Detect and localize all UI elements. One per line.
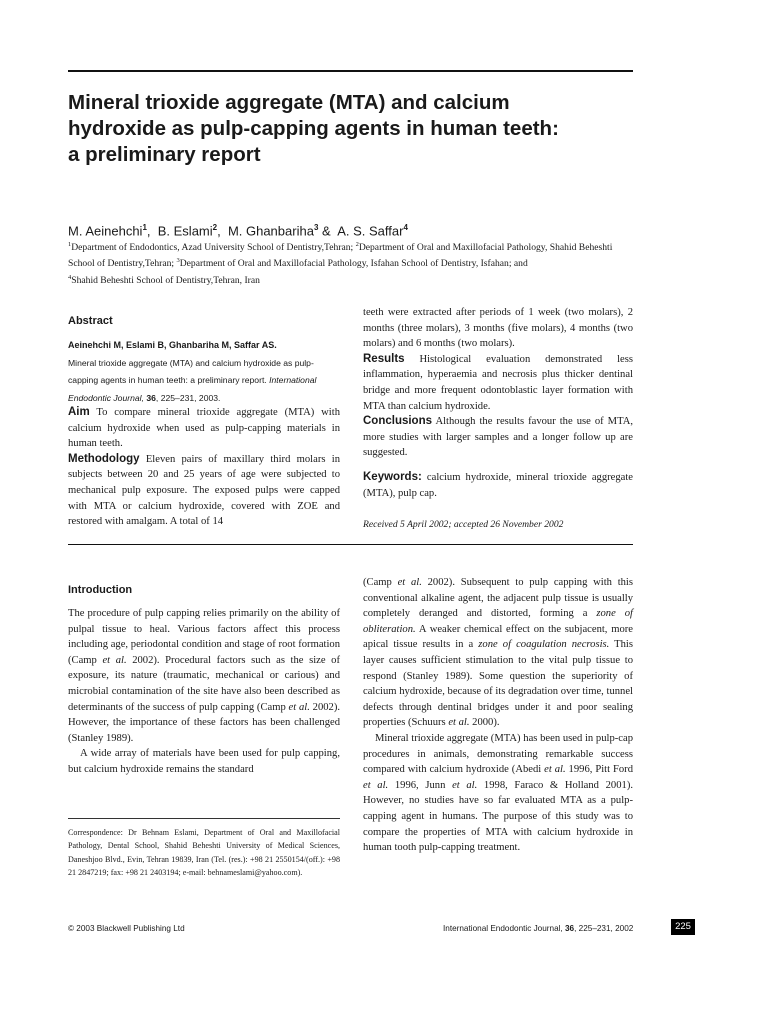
- footer-pages: , 225–231, 2002: [574, 924, 634, 933]
- term-zone-obliteration: zone of obliteration.: [363, 608, 633, 635]
- affil-text: Shahid Beheshti School of Dentistry,Tehran, Iran: [71, 274, 260, 286]
- affil-text: Department of Endodontics, Azad University School of Dentistry,Tehran;: [71, 242, 356, 254]
- page-number: 225: [671, 919, 695, 935]
- text-run: 2002). Procedural factors such as the size of exposure, its nature (traumatic, mechanical or carious) and microbial contamination of the site have also been described as determinants of the success of pulp capping (Camp: [68, 654, 340, 713]
- citation-volume: 36: [146, 392, 156, 403]
- author-name: A. S. Saffar: [337, 223, 404, 239]
- results-paragraph: [363, 352, 633, 414]
- affiliations: [68, 238, 633, 287]
- aim-label: Aim: [68, 406, 90, 418]
- citation-etal: et al.: [448, 717, 470, 729]
- title-line-2: hydroxide as pulp-capping agents in human teeth:: [68, 117, 559, 140]
- citation-etal: et al.: [102, 654, 127, 666]
- correspondence-note: Correspondence: Dr Behnam Eslami, Department of Oral and Maxillofacial Pathology, Dental School, Shahid Beheshti University of Medical Sciences, Daneshjoo Blvd., Evin, Tehran 19839, Iran (Tel. (res.): +98 21 2550154/(off.): +98 21 2847219; fax: +98 21 2403194; e-mail: behnameslami@yahoo.com).: [68, 828, 340, 878]
- text-run: (Camp: [363, 577, 398, 588]
- text-run: 2000).: [469, 717, 500, 729]
- author-name: B. Eslami: [157, 223, 213, 239]
- keywords-paragraph: [363, 470, 633, 501]
- intro-paragraph-4: [363, 731, 633, 856]
- text-run: 1996, Pitt Ford: [565, 764, 633, 776]
- abstract-left-body: [68, 405, 340, 530]
- text-run: The procedure of pulp capping relies primarily on the ability of pulpal tissue to heal. Various factors affect this process including age, periodontal condition and stage of root formation (Camp: [68, 608, 340, 666]
- received-dates: Received 5 April 2002; accepted 26 November 2002: [363, 519, 564, 530]
- methodology-label: Methodology: [68, 452, 140, 465]
- intro-paragraph-2: A wide array of materials have been used for pulp capping, but calcium hydroxide remains the standard: [68, 748, 340, 775]
- intro-paragraph-3: [363, 575, 633, 731]
- abstract-citation: [68, 337, 340, 407]
- methodology-paragraph: [68, 452, 340, 530]
- text-run: 1998, Faraco & Holland 2001). However, no studies have so far evaluated MTA as a pulp-capping agent in humans. The purpose of this study was to compare the properties of MTA with calcium hydroxide in human tooth pulp-capping treatment.: [363, 779, 633, 854]
- affil-text: Department of Oral and Maxillofacial Pathology, Shahid Beheshti School of Dentistry,Tehran;: [68, 242, 613, 270]
- introduction-heading: Introduction: [68, 584, 133, 596]
- text-run: This layer causes sufficient stimulation to the vital pulp tissue to respond (Stanley 1989). Some question the superiority of calcium hydroxide, because of its degradation over time, tunnel defects through dentinal bridges under it and poor sealing properties (Schuurs: [363, 639, 633, 729]
- abstract-right-body: [363, 305, 633, 501]
- results-label: Results: [363, 352, 405, 365]
- text-run: 2002). However, the importance of these factors has been challenged (Stanley 1989).: [68, 701, 341, 744]
- keywords-text: calcium hydroxide, mineral trioxide aggregate (MTA), pulp cap.: [363, 471, 633, 499]
- affil-text: Department of Oral and Maxillofacial Pathology, Isfahan School of Dentistry, Isfahan; and: [179, 258, 528, 270]
- citation-etal: et al.: [397, 577, 422, 588]
- author-marker: 2: [212, 223, 218, 232]
- text-run: 1996, Junn: [388, 779, 453, 791]
- top-rule: [68, 70, 633, 72]
- footnote-rule: [68, 818, 340, 819]
- intro-right-column: [363, 575, 633, 856]
- citation-title: Mineral trioxide aggregate (MTA) and calcium hydroxide as pulp-capping agents in human teeth: a preliminary report.: [68, 357, 314, 385]
- affil-marker: 2: [355, 241, 359, 248]
- term-zone-necrosis: zone of coagulation necrosis.: [478, 639, 610, 651]
- article-title: [68, 90, 608, 168]
- author-marker: 4: [403, 223, 408, 232]
- copyright-notice: © 2003 Blackwell Publishing Ltd: [68, 924, 185, 933]
- author-list: M. Aeinehchi$^1$, B. Eslami$^2$, M. Ghanbariha$^3$ & A. S. Saffar$^4$: [68, 223, 408, 239]
- title-line-1: Mineral trioxide aggregate (MTA) and calcium: [68, 91, 510, 114]
- text-run: Mineral trioxide aggregate (MTA) has been used in pulp-cap procedures in animals, demonstrating remarkable success compared with calcium hydroxide (Abedi: [363, 732, 633, 776]
- affil-marker: 4: [68, 273, 72, 281]
- abstract-heading: Abstract: [68, 315, 113, 327]
- intro-paragraph-1: [68, 606, 340, 746]
- journal-footer: [443, 924, 633, 933]
- citation-etal: et al.: [544, 764, 566, 776]
- citation-etal: et al.: [452, 779, 478, 791]
- title-line-3: a preliminary report: [68, 143, 261, 166]
- text-run: A weaker chemical effect on the subjacent, more apical tissue results in a: [363, 623, 633, 651]
- methodology-continued: teeth were extracted after periods of 1 week (two molars), 2 months (three molars), 3 months (five molars), 4 months (two molars) and 6 months (two molars).: [363, 307, 633, 350]
- results-text: Histological evaluation demonstrated less inflammation, hyperaemia and necrosis plus thicker dentinal bridge and more frequent odontoblastic layer formation with MTA than calcium hydroxide.: [363, 353, 633, 412]
- conclusions-label: Conclusions: [363, 415, 433, 428]
- author-name: M. Ghanbariha: [227, 223, 314, 239]
- citation-etal: et al.: [288, 701, 310, 713]
- aim-paragraph: [68, 405, 340, 452]
- affil-marker: 1: [68, 241, 72, 248]
- conclusions-paragraph: [363, 414, 633, 461]
- citation-pages: , 225–231, 2003.: [155, 392, 221, 403]
- text-run: 2002). Subsequent to pulp capping with this conventional alkaline agent, the adjacent pulp tissue is usually completely deranged and distorted, forming a: [363, 577, 634, 620]
- citation-authors: Aeinehchi M, Eslami B, Ghanbariha M, Saffar AS.: [68, 340, 277, 350]
- keywords-label: Keywords:: [363, 470, 422, 483]
- methodology-text: Eleven pairs of maxillary third molars in subjects between 20 and 25 years of age were subjected to mechanical pulp exposure. The exposed pulps were capped with MTA or calcium hydroxide, covered with ZOE and restored with amalgam. A total of 14: [68, 453, 340, 528]
- footer-volume: 36: [565, 924, 575, 933]
- author-marker: 1: [142, 223, 147, 232]
- affil-marker: 3: [176, 257, 180, 265]
- intro-left-column: [68, 606, 340, 778]
- aim-text: To compare mineral trioxide aggregate (MTA) with calcium hydroxide when used as pulp-capping materials in human teeth.: [68, 407, 340, 450]
- citation-etal: et al.: [363, 779, 389, 791]
- citation-journal: International Endodontic Journal,: [68, 375, 317, 403]
- conclusions-text: Although the results favour the use of MTA, more studies with larger samples and a longer follow up are suggested.: [363, 416, 633, 459]
- section-rule: [68, 544, 633, 545]
- footer-journal: International Endodontic Journal,: [443, 924, 565, 933]
- author-name: M. Aeinehchi: [68, 223, 143, 239]
- author-marker: 3: [313, 223, 319, 232]
